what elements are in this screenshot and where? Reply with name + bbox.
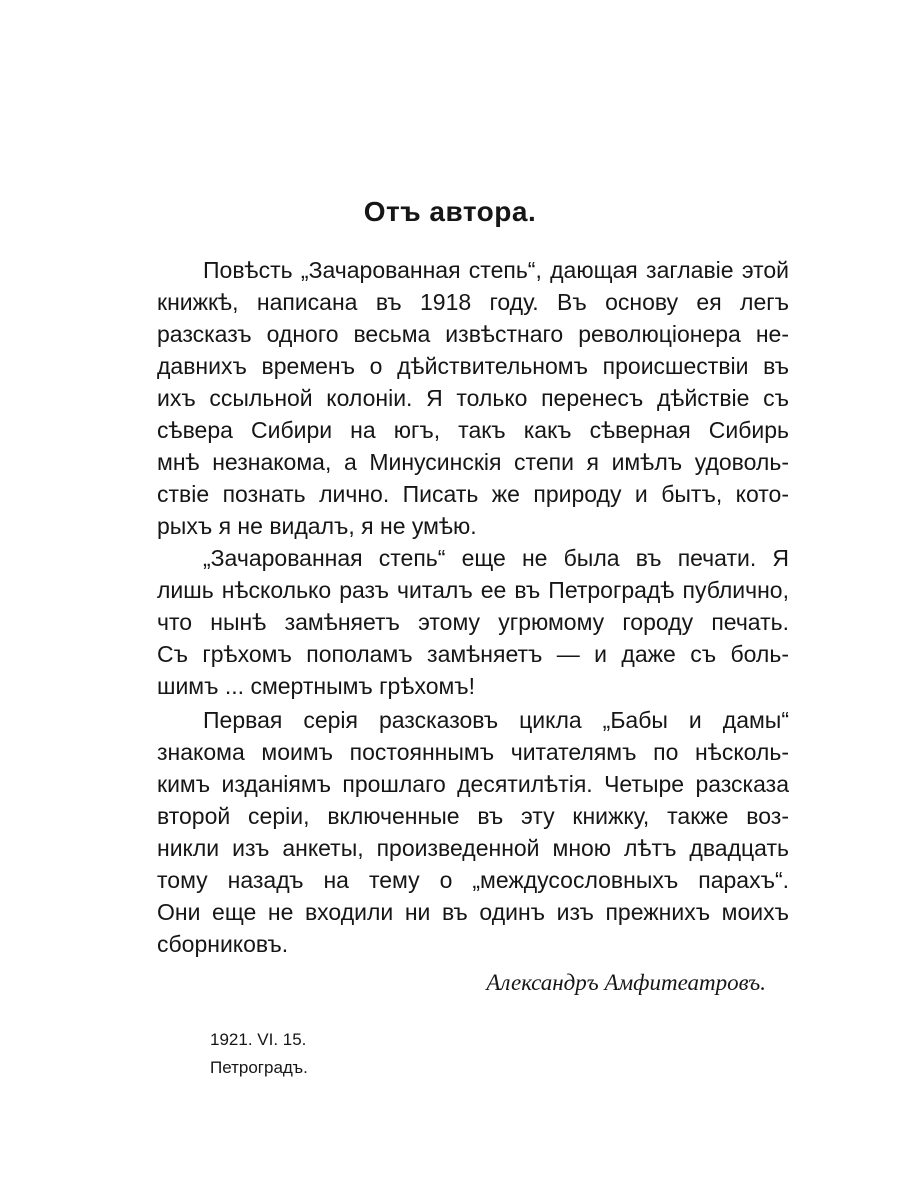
paragraph-3-line-2: знакома моимъ постояннымъ читателямъ по нѣсколь- xyxy=(157,739,789,765)
paragraph-3-line-3: кимъ изданіямъ прошлаго десятилѣтія. Четыре разсказа xyxy=(157,771,789,797)
paragraph-1-line-9: рыхъ я не видалъ, я не умѣю. xyxy=(157,513,477,539)
paragraph-3-line-5: никли изъ анкеты, произведенной мною лѣтъ двадцать xyxy=(157,835,789,861)
author-signature: Александръ Амфитеатровъ. xyxy=(486,970,766,995)
date-line: 1921. VI. 15. xyxy=(210,1030,307,1049)
paragraph-1-line-4: давнихъ временъ о дѣйствительномъ происшествіи въ xyxy=(157,353,789,379)
paragraph-1-line-1: Повѣсть „Зачарованная степь“, дающая заглавіе этой xyxy=(203,257,789,283)
paragraph-3-line-4: второй серіи, включенные въ эту книжку, также воз- xyxy=(157,803,789,829)
paragraph-1-line-7: мнѣ незнакома, а Минусинскія степи я имѣлъ удоволь- xyxy=(157,449,789,475)
paragraph-3-line-1: Первая серія разсказовъ цикла „Бабы и дамы“ xyxy=(203,707,789,733)
paragraph-3-line-6: тому назадъ на тему о „междусословныхъ парахъ“. xyxy=(157,867,789,893)
paragraph-1-line-6: сѣвера Сибири на югъ, такъ какъ сѣверная Сибирь xyxy=(157,417,789,443)
paragraph-2-line-3: что нынѣ замѣняетъ этому угрюмому городу печать. xyxy=(157,609,789,635)
paragraph-2-line-4: Съ грѣхомъ пополамъ замѣняетъ — и даже съ боль- xyxy=(157,641,789,667)
paragraph-3-line-8: сборниковъ. xyxy=(157,931,289,957)
paragraph-3-line-7: Они еще не входили ни въ одинъ изъ прежнихъ моихъ xyxy=(157,899,789,925)
page-title: Отъ автора. xyxy=(363,196,537,227)
paragraph-2-line-2: лишь нѣсколько разъ читалъ ее въ Петроградѣ публично, xyxy=(157,577,789,603)
paragraph-1-line-5: ихъ ссыльной колоніи. Я только перенесъ дѣйствіе съ xyxy=(157,385,789,411)
paragraph-2-line-5: шимъ ... смертнымъ грѣхомъ! xyxy=(157,673,476,699)
paragraph-1-line-8: ствіе познать лично. Писать же природу и бытъ, кото- xyxy=(157,481,789,507)
paragraph-2-line-1: „Зачарованная степь“ еще не была въ печати. Я xyxy=(203,545,789,571)
paragraph-1-line-2: книжкѣ, написана въ 1918 году. Въ основу ея легъ xyxy=(157,289,789,315)
paragraph-1-line-3: разсказъ одного весьма извѣстнаго революціонера не- xyxy=(157,321,789,347)
place-line: Петроградъ. xyxy=(210,1058,308,1077)
